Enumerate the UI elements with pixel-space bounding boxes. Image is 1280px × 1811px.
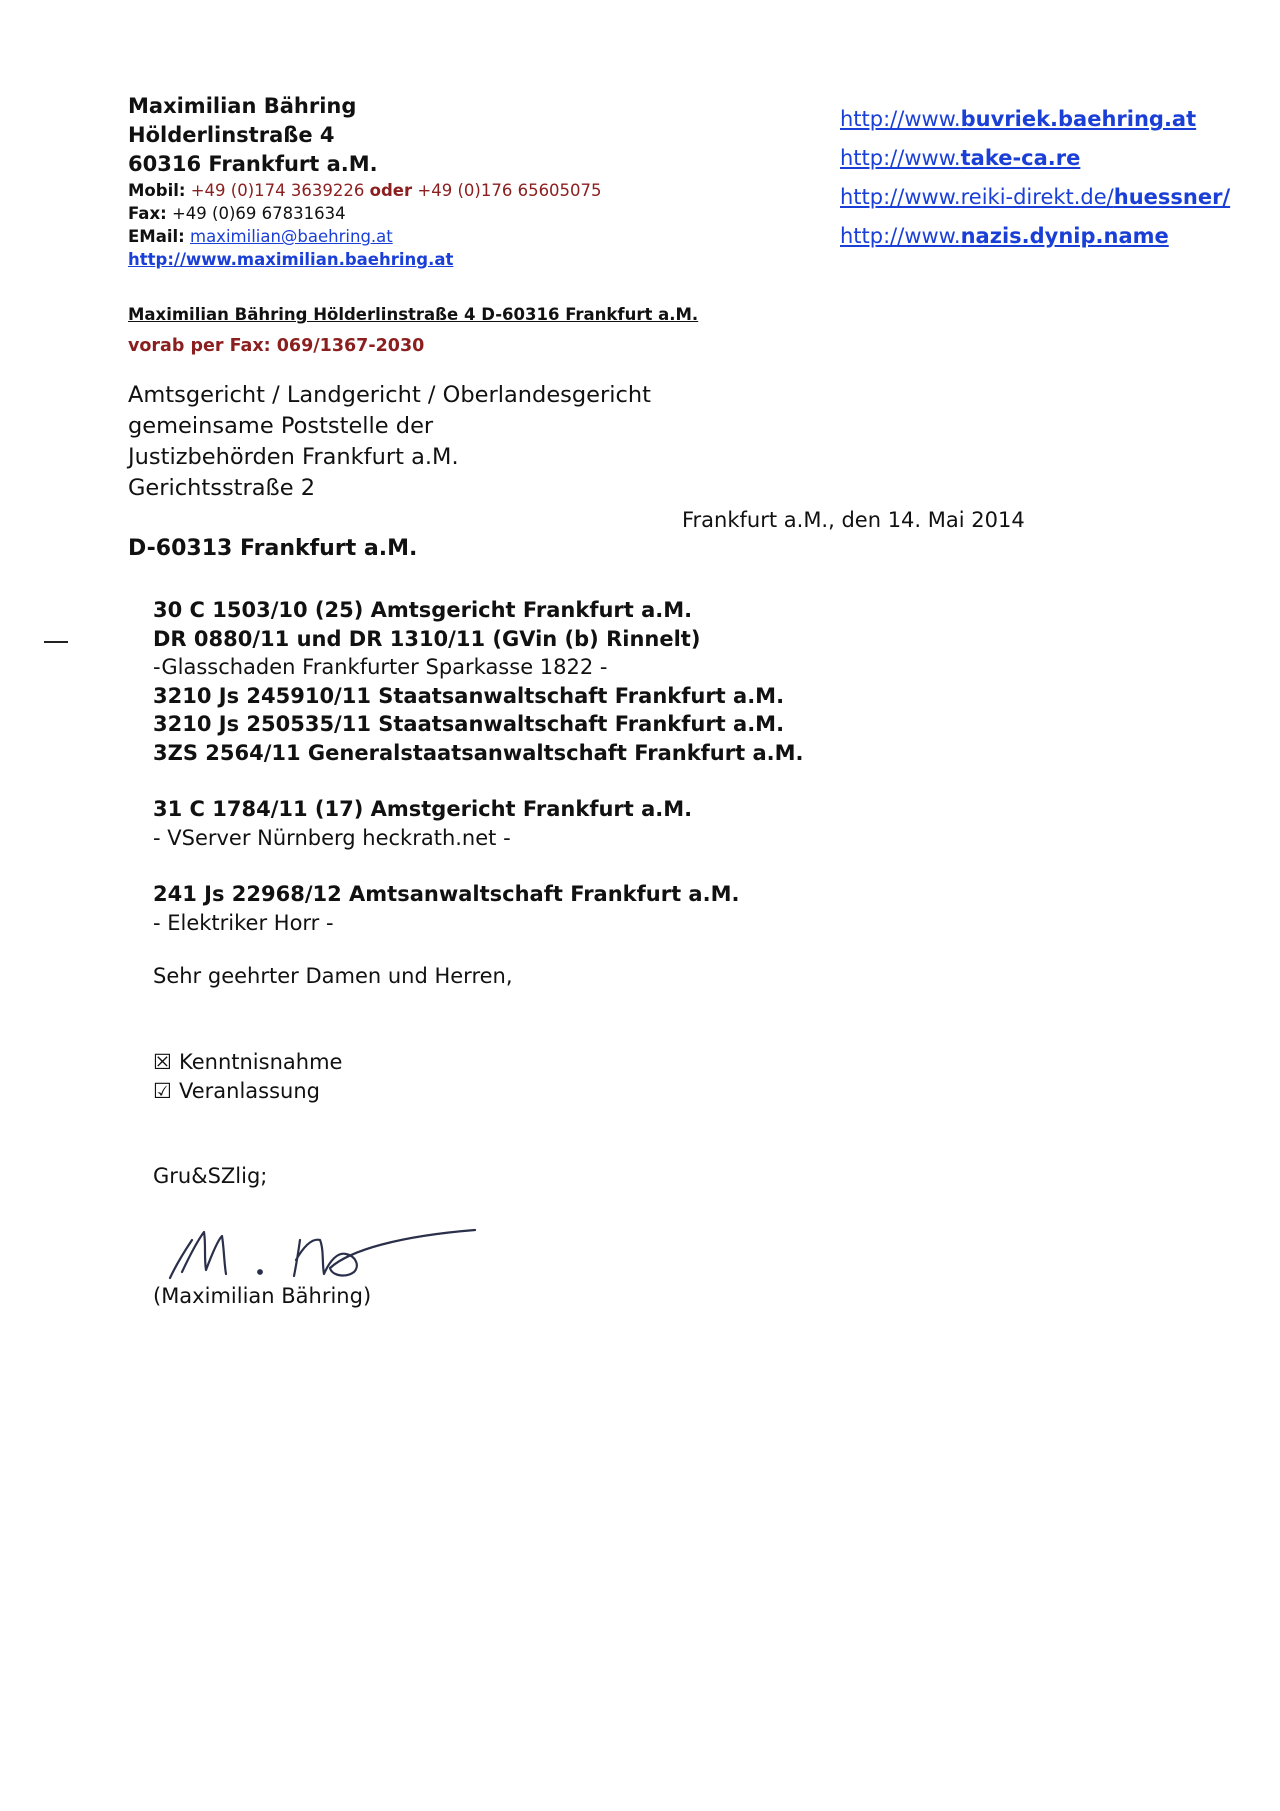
- checkbox-veranlassung: [153, 1077, 342, 1106]
- email-link[interactable]: maximilian@baehring.at: [190, 227, 393, 246]
- fax-number: +49 (0)69 67831634: [171, 204, 346, 223]
- website-link[interactable]: http://www.maximilian.baehring.at: [128, 250, 454, 269]
- case-ref: 30 C 1503/10 (25) Amtsgericht Frankfurt a.M.: [153, 598, 693, 622]
- recipient-city: D-60313 Frankfurt a.M.: [128, 536, 418, 561]
- recipient-line-3: Justizbehörden Frankfurt a.M.: [128, 444, 459, 470]
- fold-mark: [44, 641, 68, 643]
- sender-fax-line: [128, 202, 688, 225]
- sender-name: Maximilian Bähring: [128, 94, 357, 118]
- fax-label: Fax:: [128, 204, 167, 223]
- sender-email-line: [128, 225, 688, 248]
- case-note: - VServer Nürnberg heckrath.net -: [153, 825, 511, 850]
- checkbox-list: [153, 1048, 342, 1105]
- checkbox-kenntnisnahme: [153, 1048, 342, 1077]
- recipient-line-4: Gerichtsstraße 2: [128, 475, 316, 501]
- case-note: -Glasschaden Frankfurter Sparkasse 1822 -: [153, 655, 608, 679]
- link-buvriek[interactable]: http://www.buvriek.baehring.at: [840, 107, 1197, 131]
- link-take-care[interactable]: http://www.take-ca.re: [840, 146, 1081, 170]
- signature-name: (Maximilian Bähring): [153, 1284, 372, 1308]
- checkbox-label: Veranlassung: [179, 1078, 321, 1103]
- email-label: EMail:: [128, 227, 185, 246]
- recipient-line-2: gemeinsame Poststelle der: [128, 413, 434, 439]
- fax-notice: vorab per Fax: 069/1367-2030: [128, 336, 425, 356]
- sender-website-line: [128, 248, 688, 271]
- link-reiki-direkt[interactable]: http://www.reiki-direkt.de/huessner/: [840, 185, 1231, 209]
- link-nazis-dynip[interactable]: http://www.nazis.dynip.name: [840, 224, 1169, 248]
- recipient-line-1: Amtsgericht / Landgericht / Oberlandesgericht: [128, 382, 651, 408]
- sender-block: [128, 92, 688, 271]
- checkbox-label: Kenntnisnahme: [179, 1050, 343, 1074]
- sender-mobile-line: [128, 179, 688, 202]
- case-note: - Elektriker Horr -: [153, 910, 334, 935]
- return-address: Maximilian Bähring Hölderlinstraße 4 D-60316 Frankfurt a.M.: [128, 305, 699, 324]
- salutation: Sehr geehrter Damen und Herren,: [153, 964, 513, 988]
- case-ref: DR 0880/11 und DR 1310/11 (GVin (b) Rinnelt): [153, 626, 701, 651]
- checkbox-x-icon: ☒: [153, 1050, 172, 1074]
- mobile-number-1: +49 (0)174 3639226: [190, 181, 365, 200]
- case-ref: 3210 Js 250535/11 Staatsanwaltschaft Frankfurt a.M.: [153, 712, 785, 736]
- case-references: [153, 596, 853, 937]
- mobile-label: Mobil:: [128, 181, 186, 200]
- sender-street: Hölderlinstraße 4: [128, 123, 335, 147]
- case-ref: 31 C 1784/11 (17) Amstgericht Frankfurt a.M.: [153, 797, 693, 821]
- sender-city: 60316 Frankfurt a.M.: [128, 152, 378, 176]
- closing-greeting: Gru&SZlig;: [153, 1164, 268, 1188]
- letter-date: Frankfurt a.M., den 14. Mai 2014: [682, 508, 1025, 532]
- handwritten-signature: [160, 1210, 480, 1292]
- case-ref: 241 Js 22968/12 Amtsanwaltschaft Frankfurt a.M.: [153, 882, 740, 906]
- checkbox-check-icon: ☑: [153, 1078, 172, 1103]
- links-block: [840, 100, 1260, 256]
- mobile-number-2: +49 (0)176 65605075: [417, 181, 602, 200]
- mobile-oder: oder: [369, 181, 413, 200]
- case-ref: 3ZS 2564/11 Generalstaatsanwaltschaft Frankfurt a.M.: [153, 740, 804, 765]
- recipient-block: [128, 380, 748, 504]
- case-ref: 3210 Js 245910/11 Staatsanwaltschaft Frankfurt a.M.: [153, 683, 785, 708]
